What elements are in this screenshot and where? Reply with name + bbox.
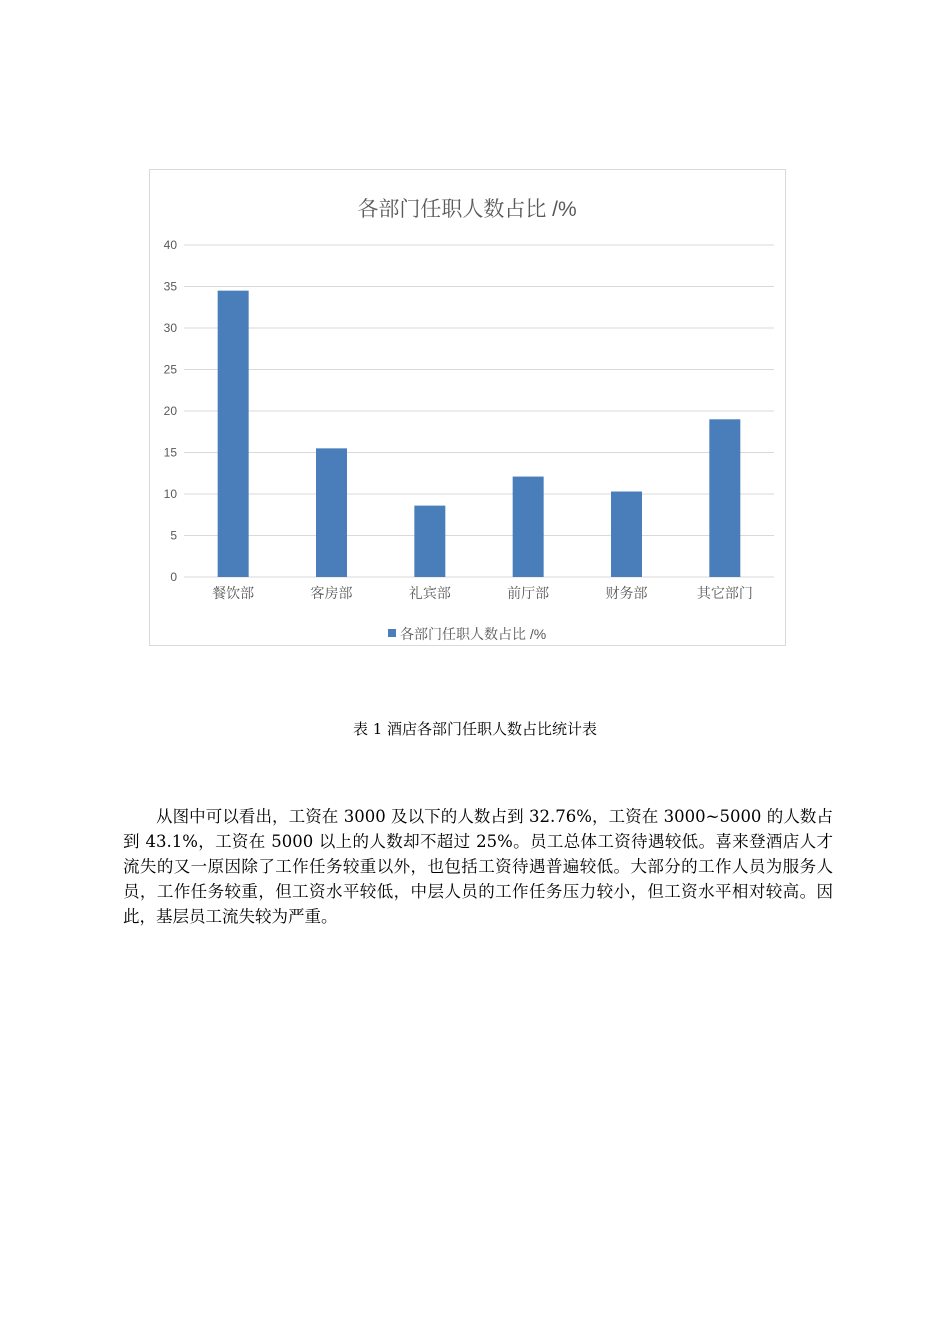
- legend-label: 各部门任职人数占比 /%: [400, 626, 547, 642]
- chart-title: 各部门任职人数占比 /%: [357, 198, 577, 221]
- chart-container: [149, 169, 786, 646]
- y-tick-label: 40: [163, 238, 177, 252]
- y-tick-label: 0: [170, 570, 177, 584]
- x-tick-label: 财务部: [605, 585, 648, 601]
- bar-4: [513, 477, 544, 577]
- x-tick-label: 礼宾部: [408, 585, 451, 601]
- bar-6: [709, 419, 740, 577]
- x-tick-label: 客房部: [310, 585, 353, 601]
- y-tick-label: 10: [163, 487, 177, 501]
- bar-2: [316, 448, 347, 577]
- body-paragraph: 从图中可以看出，工资在 3000 及以下的人数占到 32.76%，工资在 3000~5000 的人数占到 43.1%，工资在 5000 以上的人数却不超过 25%。员工总体工资待遇较低。喜来登酒店人才流失的又一原因除了工作任务较重以外，也包括工资待遇普遍较低。大部分的工作人员为服务人员，工作任务较重，但工资水平较低，中层人员的工作任务压力较小，但工资水平相对较高。因此，基层员工流失较为严重。: [123, 807, 833, 926]
- bar-chart: [150, 170, 785, 645]
- bar-3: [414, 506, 445, 577]
- y-tick-label: 30: [163, 321, 177, 335]
- bar-5: [611, 492, 642, 577]
- figure-caption: 表 1 酒店各部门任职人数占比统计表: [352, 720, 598, 738]
- y-tick-label: 5: [170, 528, 177, 543]
- legend-swatch: [388, 629, 396, 637]
- x-tick-label: 其它部门: [696, 585, 753, 601]
- y-tick-label: 20: [163, 404, 177, 418]
- x-tick-label: 前厅部: [507, 585, 550, 601]
- y-tick-label: 35: [163, 279, 177, 294]
- x-tick-label: 餐饮部: [212, 585, 255, 601]
- y-tick-label: 25: [163, 362, 177, 377]
- y-tick-label: 15: [163, 445, 177, 460]
- body-paragraph-container: [123, 804, 833, 929]
- bar-1: [218, 291, 249, 577]
